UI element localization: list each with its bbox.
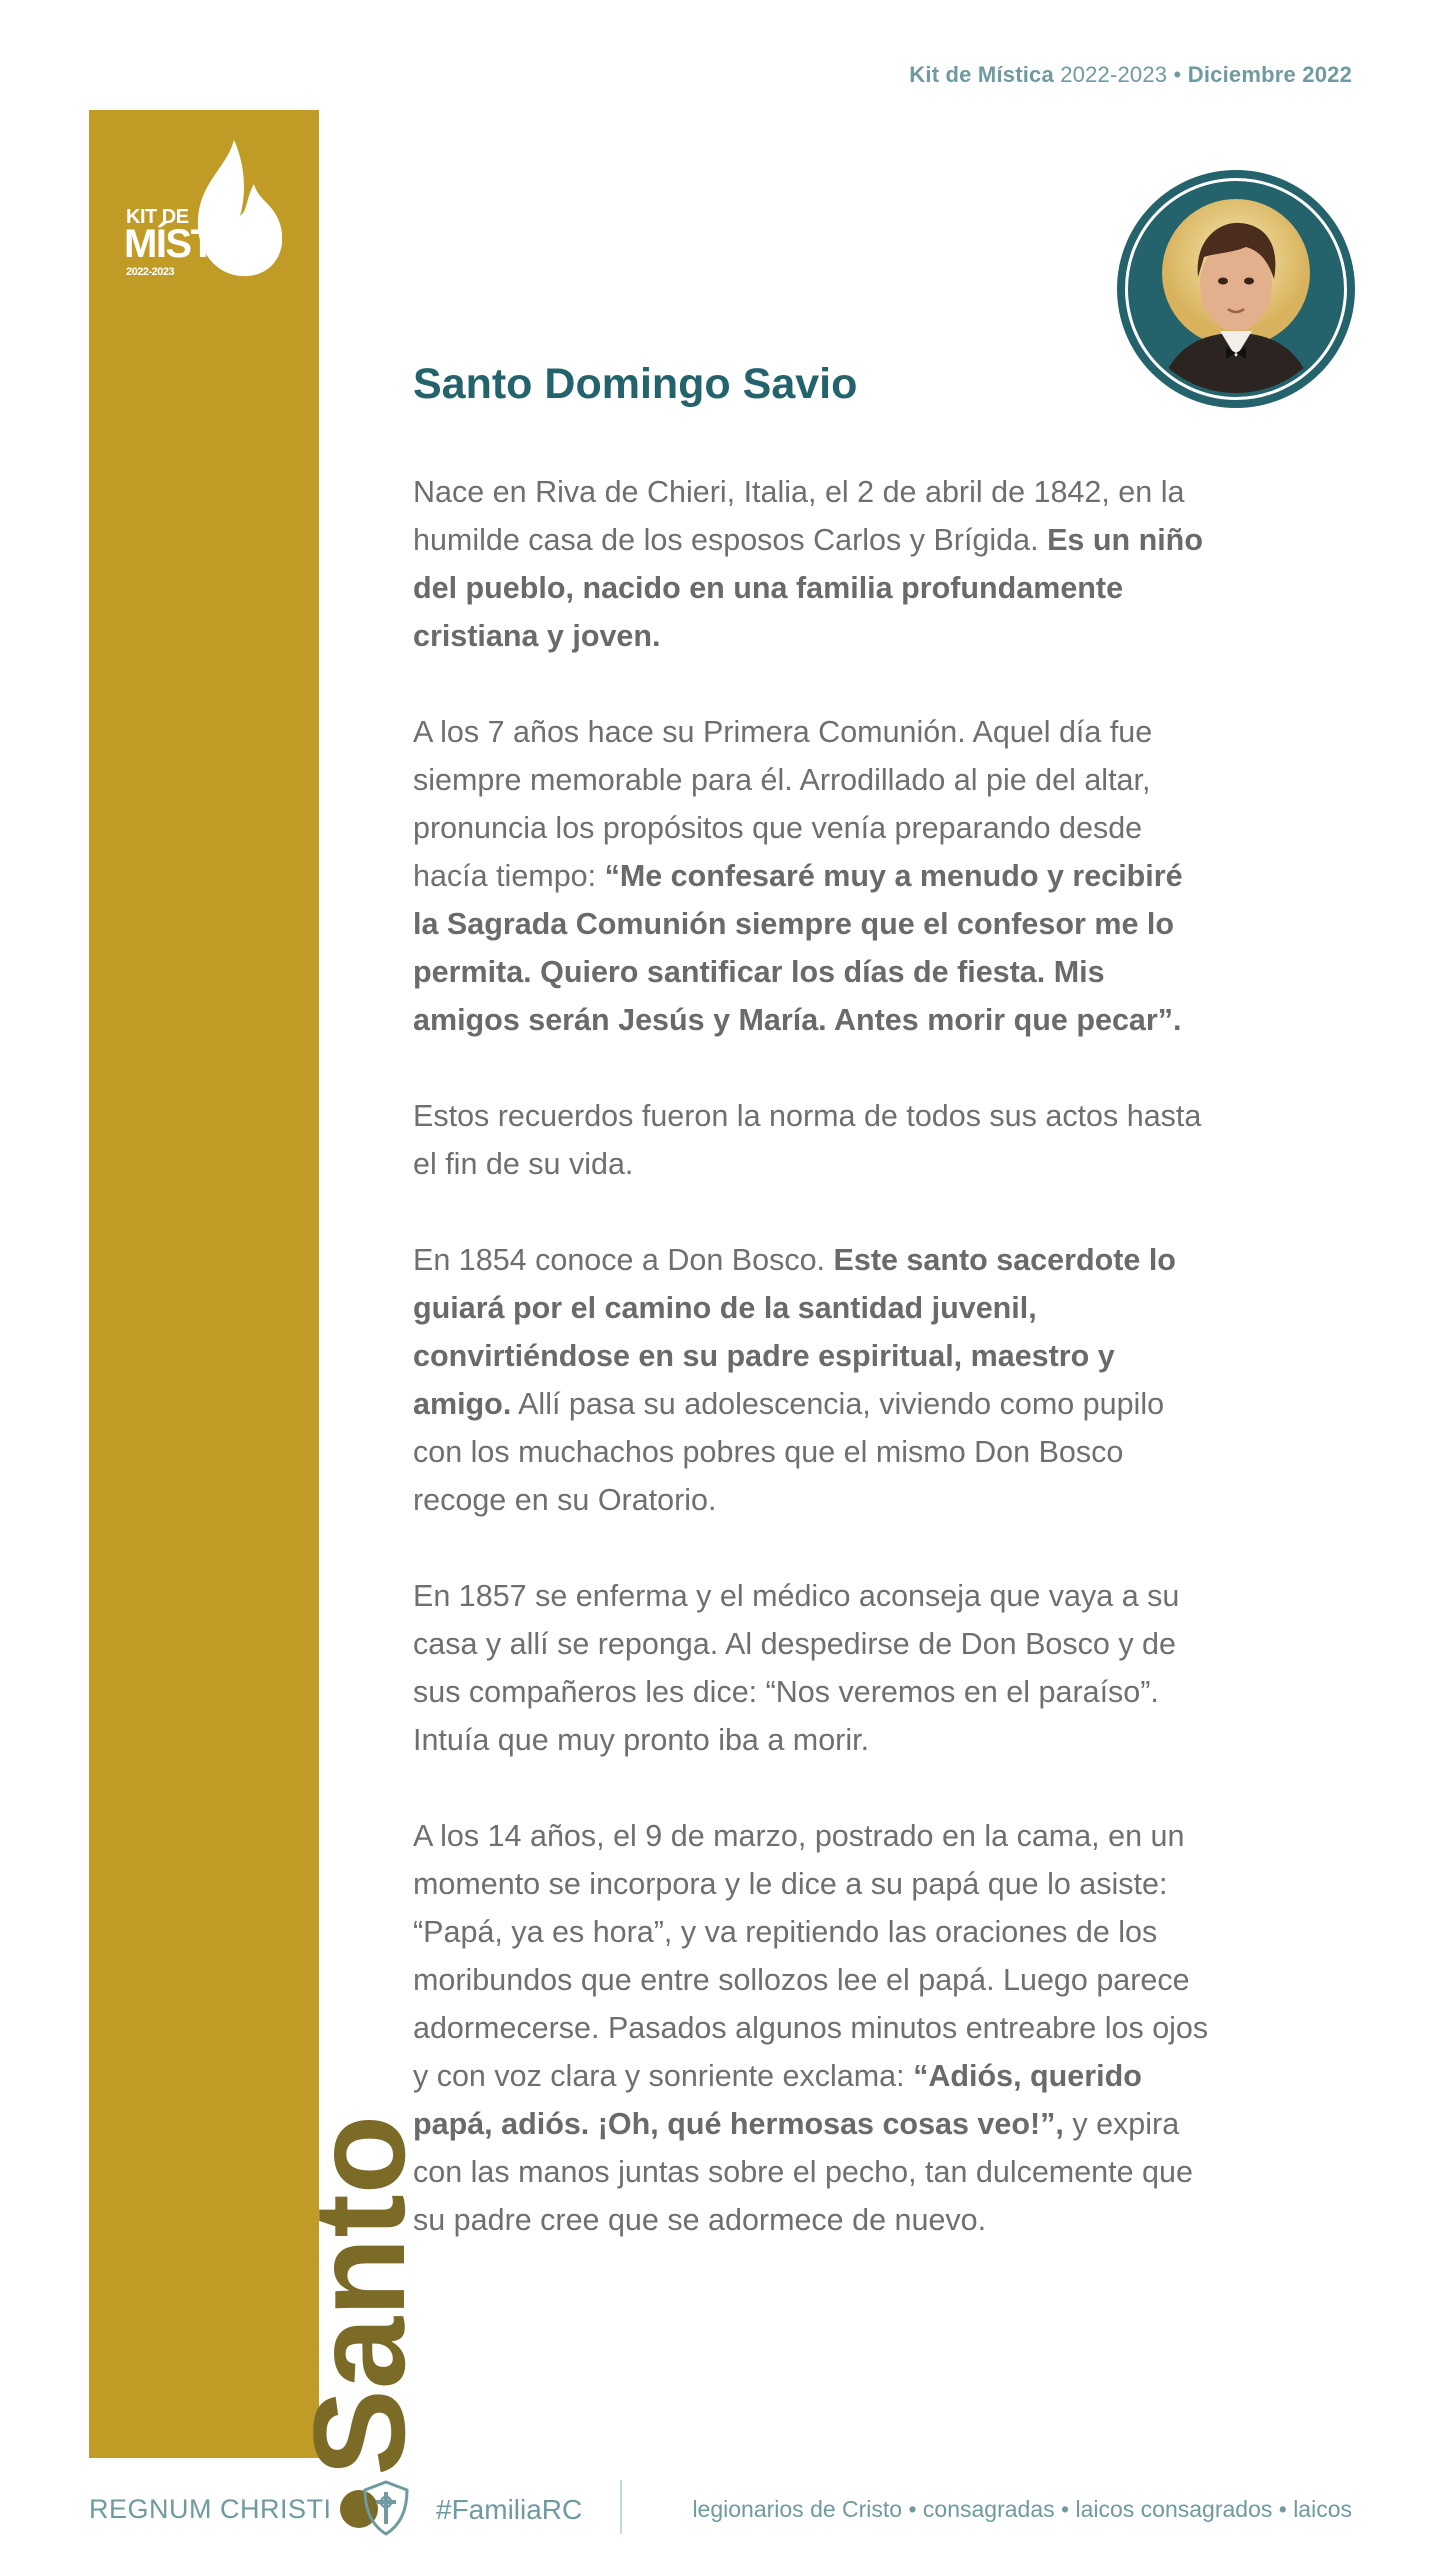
p6-text-end: y expira con las manos juntas sobre el pecho, tan dulcemente que su padre cree que se adormece de nuevo. <box>413 2107 1193 2237</box>
footer-divider <box>620 2480 622 2534</box>
page-header <box>909 62 1352 88</box>
paragraph-death <box>413 1812 1213 2244</box>
paragraph-illness <box>413 1572 1213 1764</box>
kit-label: Kit de Mística <box>909 62 1054 87</box>
logo-line-2: MÍSTICA <box>124 222 278 266</box>
paragraph-birth <box>413 468 1213 660</box>
p6-text: A los 14 años, el 9 de marzo, postrado en la cama, en un momento se incorpora y le dice a su papá que lo asiste: “Papá, ya es hora”, y va repitiendo las oraciones de los moribundos que entre sollozos lee el papá. Luego parece adormecerse. Pasados algunos minutos entreabre los ojos y con voz clara y sonriente exclama: <box>413 1819 1209 2093</box>
paragraph-communion <box>413 708 1213 1044</box>
kit-years: 2022-2023 <box>1060 62 1168 87</box>
p1-text: Nace en Riva de Chieri, Italia, el 2 de abril de 1842, en la humilde casa de los esposos Carlos y Brígida. <box>413 475 1185 557</box>
p3-text: Estos recuerdos fueron la norma de todos sus actos hasta el fin de su vida. <box>413 1099 1202 1181</box>
p6-bold: “Adiós, querido papá, adiós. ¡Oh, qué hermosas cosas veo!”, <box>413 2059 1142 2141</box>
kit-month: Diciembre 2022 <box>1187 62 1352 87</box>
regnum-christi-label: REGNUM CHRISTI <box>89 2494 332 2524</box>
p1-bold: Es un niño del pueblo, nacido en una familia profundamente cristiana y joven. <box>413 523 1203 653</box>
regnum-christi-emblem-icon <box>361 2480 411 2536</box>
saint-portrait-icon <box>1128 181 1344 397</box>
kit-de-mistica-logo <box>122 140 282 290</box>
logo-line-3: 2022-2023 <box>126 266 175 278</box>
paragraph-memories <box>413 1092 1213 1188</box>
article-body <box>413 468 1213 2292</box>
footer-branches: legionarios de Cristo • consagradas • laicos consagrados • laicos <box>692 2496 1352 2522</box>
logo-line-1: KIT DE <box>126 206 189 228</box>
page-title: Santo Domingo Savio <box>413 360 858 408</box>
p4-text: En 1854 conoce a Don Bosco. <box>413 1243 826 1277</box>
paragraph-don-bosco <box>413 1236 1213 1524</box>
page-footer <box>89 2480 1352 2540</box>
gold-sidebar <box>89 110 432 2476</box>
familia-rc-hashtag: #FamiliaRC <box>436 2494 583 2525</box>
p2-text: A los 7 años hace su Primera Comunión. Aquel día fue siempre memorable para él. Arrodillado al pie del altar, pronuncia los propósitos que venía preparando desde hacía tiempo: <box>413 715 1153 893</box>
p4-bold: Este santo sacerdote lo guiará por el camino de la santidad juvenil, convirtiéndose en su padre espiritual, maestro y amigo. <box>413 1243 1176 1421</box>
p4-text-end: Allí pasa su adolescencia, viviendo como pupilo con los muchachos pobres que el mismo Don Bosco recoge en su Oratorio. <box>413 1387 1165 1517</box>
header-separator: • <box>1173 62 1182 87</box>
vertical-santo-label <box>286 2114 432 2528</box>
p2-bold: “Me confesaré muy a menudo y recibiré la Sagrada Comunión siempre que el confesor me lo permita. Quiero santificar los días de fiesta. Mis amigos serán Jesús y María. Antes morir que pecar”. <box>413 859 1183 1037</box>
vertical-word: Santo <box>286 2114 432 2476</box>
p5-text: En 1857 se enferma y el médico aconseja que vaya a su casa y allí se reponga. Al despedirse de Don Bosco y de sus compañeros les dice: “Nos veremos en el paraíso”. Intuía que muy pronto iba a morir. <box>413 1579 1180 1757</box>
saint-portrait <box>1117 170 1355 408</box>
